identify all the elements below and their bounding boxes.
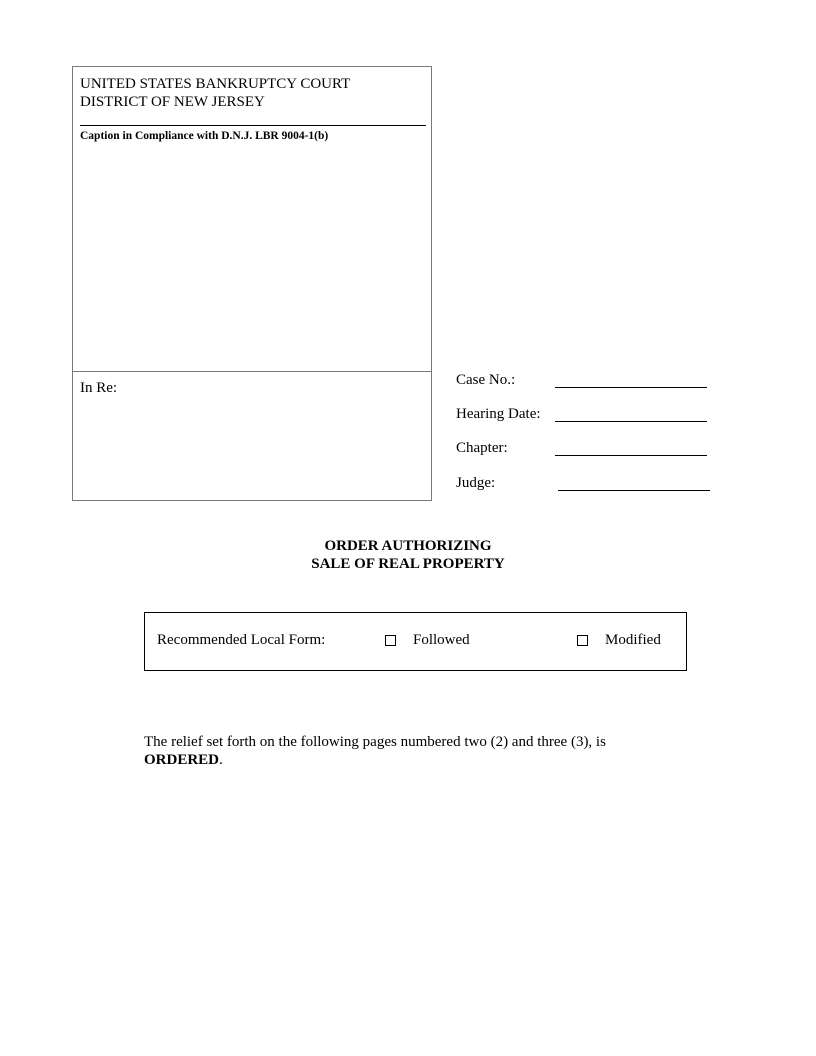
case-number-field[interactable] [555,387,707,388]
hearing-date-field[interactable] [555,421,707,422]
followed-checkbox[interactable] [385,635,396,646]
modified-checkbox[interactable] [577,635,588,646]
judge-field[interactable] [558,490,710,491]
order-title-line1: ORDER AUTHORIZING [324,538,492,554]
court-name: UNITED STATES BANKRUPTCY COURT [80,76,351,92]
followed-label: Followed [413,632,470,648]
relief-paragraph [144,733,664,769]
local-form-box [144,612,687,671]
caption-divider [73,371,431,372]
judge-label: Judge: [456,475,496,491]
court-district: DISTRICT OF NEW JERSEY [80,94,265,110]
order-title-line2: SALE OF REAL PROPERTY [311,556,505,572]
case-number-label: Case No.: [456,372,516,388]
ordered-word: ORDERED [144,752,220,768]
chapter-label: Chapter: [456,440,508,456]
modified-label: Modified [605,632,661,648]
relief-text: The relief set forth on the following pages numbered two (2) and three (3), is [144,734,606,750]
caption-box [72,66,432,501]
caption-compliance-note: Caption in Compliance with D.N.J. LBR 9004-1(b) [80,130,329,142]
local-form-label: Recommended Local Form: [157,632,326,648]
hearing-date-label: Hearing Date: [456,406,541,422]
relief-period: . [219,752,223,768]
in-re-label: In Re: [80,380,118,396]
chapter-field[interactable] [555,455,707,456]
court-title [80,75,350,111]
caption-rule [80,125,426,126]
